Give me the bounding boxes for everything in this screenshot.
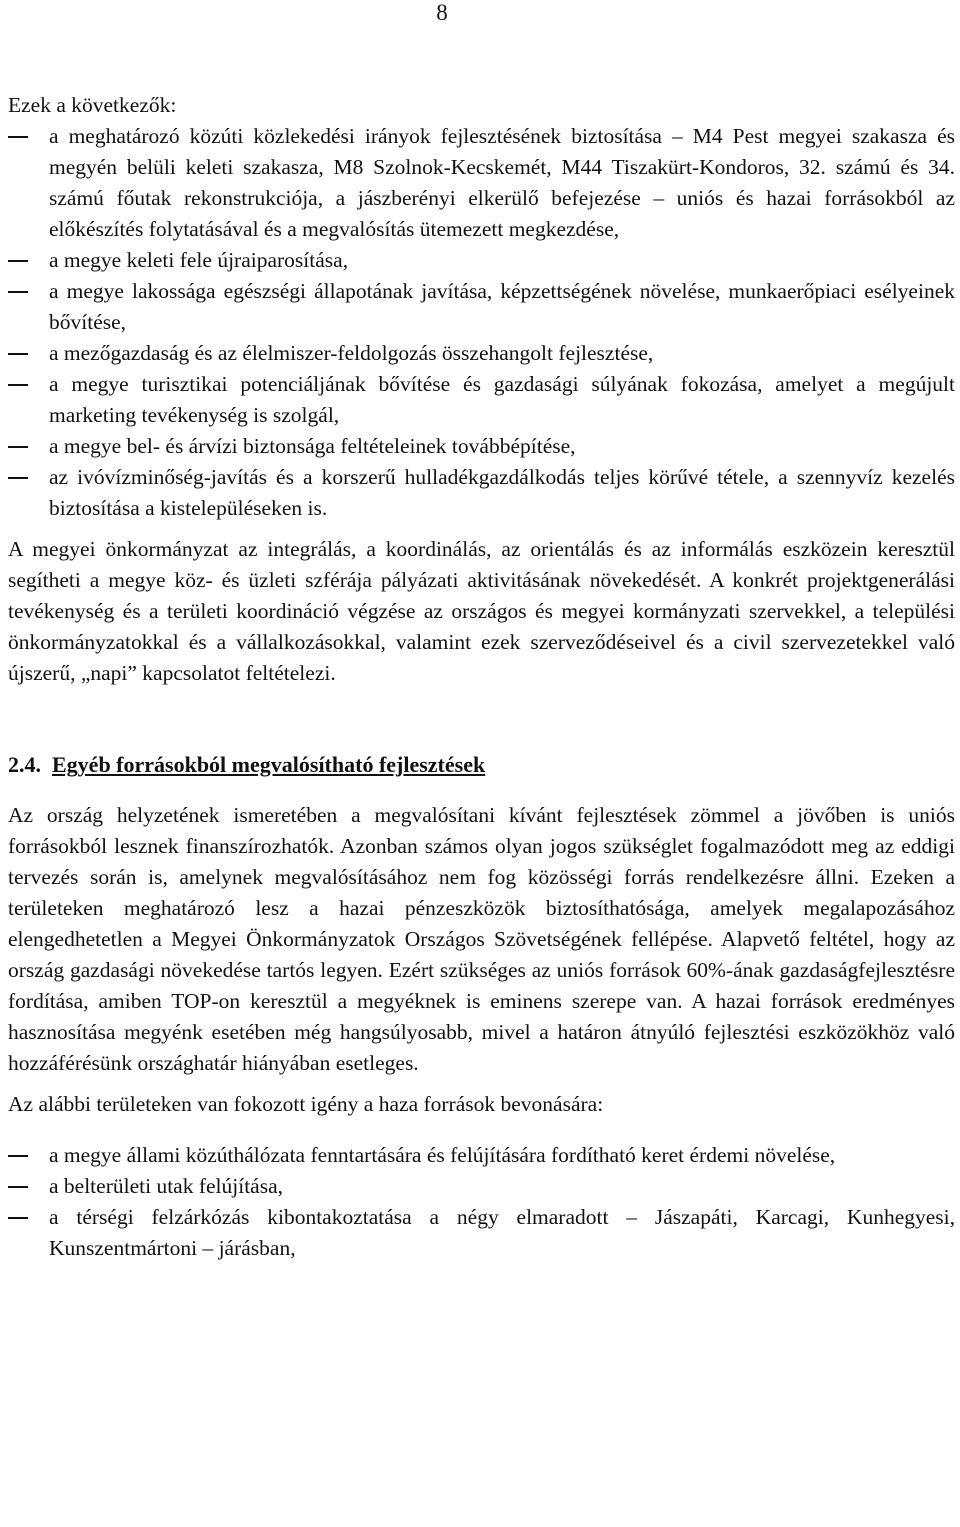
list-item-text: a megye állami közúthálózata fenntartására és felújítására fordítható keret érdemi növelése, <box>49 1143 836 1167</box>
list-item-text: a mezőgazdaság és az élelmiszer-feldolgozás összehangolt fejlesztése, <box>49 341 654 365</box>
list-item-text: a megye bel- és árvízi biztonsága feltételeinek továbbépítése, <box>49 434 576 458</box>
list-item <box>8 245 955 276</box>
section-title: Egyéb forrásokból megvalósítható fejlesztések <box>52 752 486 777</box>
list-item-text: a meghatározó közúti közlekedési irányok fejlesztésének biztosítása – M4 Pest megyei szakasza és megyén belüli keleti szakasza, M8 Szolnok-Kecskemét, M44 Tiszakürt-Kondoros, 32. számú és 34. számú főutak rekonstrukciója, a jászberényi elkerülő befejezése – uniós és hazai forrásokból az előkészítés folytatásával és a megvalósítás ütemezett megkezdése, <box>49 124 955 241</box>
page-number <box>0 0 960 26</box>
list-item <box>8 431 955 462</box>
dash-bullet-icon <box>8 1186 28 1188</box>
list-item-text: a megye turisztikai potenciáljának bővítése és gazdasági súlyának fokozása, amelyet a megújult marketing tevékenység is szolgál, <box>49 372 955 427</box>
dash-bullet-icon <box>8 384 28 386</box>
document-body <box>8 90 955 1264</box>
list-item <box>8 1140 955 1171</box>
dash-bullet-icon <box>8 291 28 293</box>
dash-bullet-icon <box>8 446 28 448</box>
list-item-text: a megye lakossága egészségi állapotának javítása, képzettségének növelése, munkaerőpiaci esélyeinek bővítése, <box>49 279 955 334</box>
paragraph-other-sources: Az ország helyzetének ismeretében a megvalósítani kívánt fejlesztések zömmel a jövőben is uniós forrásokból lesznek finanszírozhatók. Azonban számos olyan jogos szükséglet fogalmazódott meg az eddigi tervezés során is, amelynek megvalósításához nem fog közösségi forrás rendelkezésre állni. Ezeken a területeken meghatározó lesz a hazai pénzeszközök biztosíthatósága, amelyek megalapozásához elengedhetetlen a Megyei Önkormányzatok Országos Szövetségének fellépése. Alapvető feltétel, hogy az ország gazdasági növekedése tartós legyen. Ezért szükséges az uniós források 60%-ának gazdaságfejlesztésre fordítása, amiben TOP-on keresztül a megyéknek is eminens szerepe van. A hazai források eredményes hasznosítása megyénk esetében még hangsúlyosabb, mivel a határon átnyúló fejlesztési eszközökhöz való hozzáférésünk országhatár hiányában esetleges. <box>8 803 955 1075</box>
dash-bullet-icon <box>8 1155 28 1157</box>
list-item <box>8 1171 955 1202</box>
dash-bullet-icon <box>8 477 28 479</box>
dash-bullet-icon <box>8 1217 28 1219</box>
list-item-text: a belterületi utak felújítása, <box>49 1174 284 1198</box>
dash-bullet-icon <box>8 353 28 355</box>
list-item-text: a megye keleti fele újraiparosítása, <box>49 248 349 272</box>
domestic-sources-list <box>8 1140 955 1264</box>
section-heading <box>8 749 955 780</box>
list-item-text: az ivóvízminőség-javítás és a korszerű hulladékgazdálkodás teljes körűvé tétele, a szennyvíz kezelés biztosítása a kistelepüléseken is. <box>49 465 955 520</box>
dash-bullet-icon <box>8 136 28 138</box>
list-item <box>8 338 955 369</box>
list-item <box>8 121 955 245</box>
intro-text: Ezek a következők: <box>8 93 177 117</box>
paragraph-areas-intro: Az alábbi területeken van fokozott igény a haza források bevonására: <box>8 1092 604 1116</box>
development-list <box>8 121 955 524</box>
section-number: 2.4. <box>8 752 41 777</box>
dash-bullet-icon <box>8 260 28 262</box>
list-item <box>8 462 955 524</box>
page-number-text: 8 <box>436 0 448 25</box>
list-item-text: a térségi felzárkózás kibontakoztatása a négy elmaradott – Jászapáti, Karcagi, Kunhegyesi, Kunszentmártoni – járásban, <box>49 1205 955 1260</box>
list-item <box>8 1202 955 1264</box>
list-item <box>8 276 955 338</box>
list-item <box>8 369 955 431</box>
paragraph-county-government: A megyei önkormányzat az integrálás, a koordinálás, az orientálás és az informálás eszközein keresztül segítheti a megye köz- és üzleti szférája pályázati aktivitásának növekedését. A konkrét projektgenerálási tevékenység és a területi koordináció végzése az országos és megyei kormányzati szervekkel, a települési önkormányzatokkal és a vállalkozásokkal, valamint ezek szerveződéseivel és a civil szervezetekkel való újszerű, „napi” kapcsolatot feltételezi. <box>8 537 955 685</box>
